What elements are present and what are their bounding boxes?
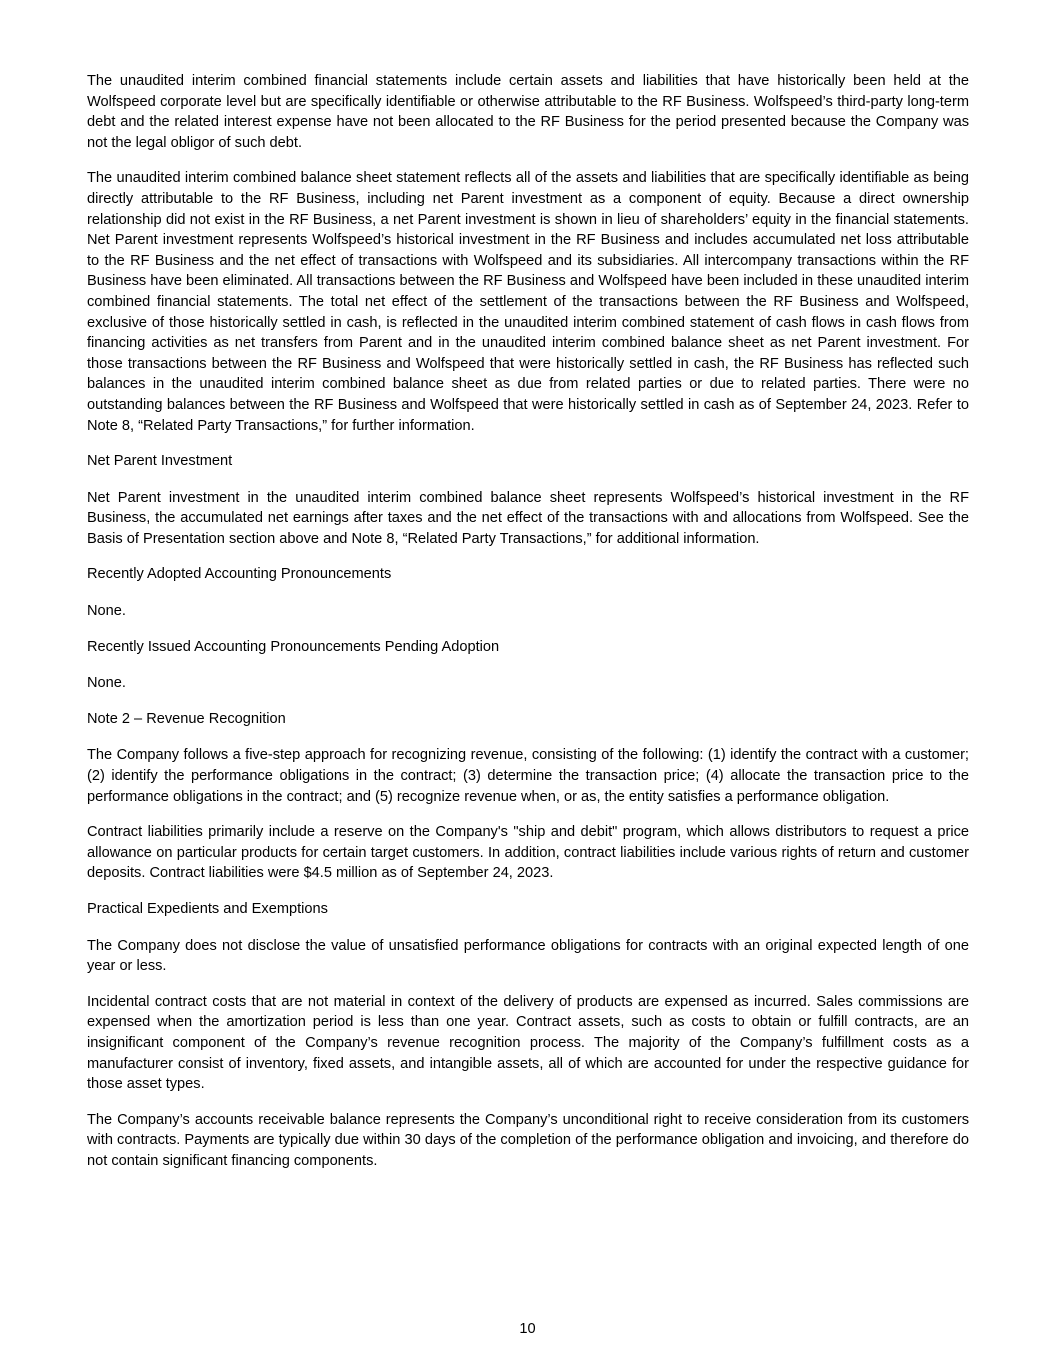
heading-note-2-revenue-recognition: Note 2 – Revenue Recognition (87, 710, 286, 727)
paragraph-five-step-approach: The Company follows a five-step approach for recognizing revenue, consisting of the following: (1) identify the contract with a customer; (2) identify the performance obligations in the contract; (3) determine the transaction price; (4) allocate the transaction price to the performance obligations in the contract; and (5) recognize revenue when, or as, the entity satisfies a performance obligation. (87, 747, 969, 805)
paragraph-net-parent-investment: Net Parent investment in the unaudited interim combined balance sheet represents Wolfspeed’s historical investment in the RF Business, the accumulated net earnings after taxes and the net effect of the transactions with and allocations from Wolfspeed. See the Basis of Presentation section above and Note 8, “Related Party Transactions,” for additional information. (87, 489, 969, 547)
paragraph-incidental-contract-costs: Incidental contract costs that are not material in context of the delivery of products are expensed as incurred. Sales commissions are expensed when the amortization period is less than one year. Contract assets, such as costs to obtain or fulfill contracts, are an insignificant component of the Company’s revenue recognition process. The majority of the Company’s fulfillment costs as a manufacturer consist of inventory, fixed assets, and intangible assets, all of which are accounted for under the respective guidance for those asset types. (87, 993, 969, 1093)
heading-recently-adopted: Recently Adopted Accounting Pronouncements (87, 566, 392, 583)
text-none-issued: None. (87, 675, 126, 692)
paragraph-allocation-of-assets: The unaudited interim combined financial statements include certain assets and liabilities that have historically been held at the Wolfspeed corporate level but are specifically identifiable or otherwise attributable to the RF Business. Wolfspeed’s third-party long-term debt and the related interest expense have not been allocated to the RF Business for the period presented because the Company was not the legal obligor of such debt. (87, 73, 969, 151)
paragraph-balance-sheet: The unaudited interim combined balance sheet statement reflects all of the assets and liabilities that are specifically identifiable as being directly attributable to the RF Business, including net Parent investment as a component of equity. Because a direct ownership relationship did not exist in the RF Business, a net Parent investment is shown in lieu of shareholders’ equity in the financial statements. Net Parent investment represents Wolfspeed’s historical investment in the RF Business and includes accumulated net loss attributable to the RF Business and the net effect of transactions with Wolfspeed and its subsidiaries. All intercompany transactions within the RF Business have been eliminated. All transactions between the RF Business and Wolfspeed have been included in these unaudited interim combined financial statements. The total net effect of the settlement of the transactions between the RF Business and Wolfspeed, exclusive of those historically settled in cash, is reflected in the unaudited interim combined statement of cash flows in cash flows from financing activities as net transfers from Parent and in the unaudited interim combined balance sheet as net Parent investment. For those transactions between the RF Business and Wolfspeed that were historically settled in cash, the RF Business has reflected such balances in the unaudited interim combined balance sheet as due from related parties or due to related parties. There were no outstanding balances between the RF Business and Wolfspeed that were historically settled in cash as of September 24, 2023. Refer to Note 8, “Related Party Transactions,” for further information. (87, 170, 969, 434)
document-body (87, 71, 969, 1187)
heading-net-parent-investment: Net Parent Investment (87, 453, 233, 470)
text-none-adopted: None. (87, 603, 126, 620)
paragraph-unsatisfied-obligations: The Company does not disclose the value of unsatisfied performance obligations for contracts with an original expected length of one year or less. (87, 937, 969, 975)
heading-recently-issued: Recently Issued Accounting Pronouncements Pending Adoption (87, 638, 500, 655)
heading-practical-expedients: Practical Expedients and Exemptions (87, 901, 328, 917)
paragraph-contract-liabilities: Contract liabilities primarily include a reserve on the Company's "ship and debit" program, which allows distributors to request a price allowance on particular products for certain target customers. In addition, contract liabilities include various rights of return and customer deposits. Contract liabilities were $4.5 million as of September 24, 2023. (87, 824, 969, 882)
page-number: 10 (519, 1321, 536, 1337)
paragraph-accounts-receivable: The Company’s accounts receivable balance represents the Company’s unconditional right to receive consideration from its customers with contracts. Payments are typically due within 30 days of the completion of the performance obligation and invoicing, and therefore do not contain significant financing components. (87, 1111, 969, 1169)
